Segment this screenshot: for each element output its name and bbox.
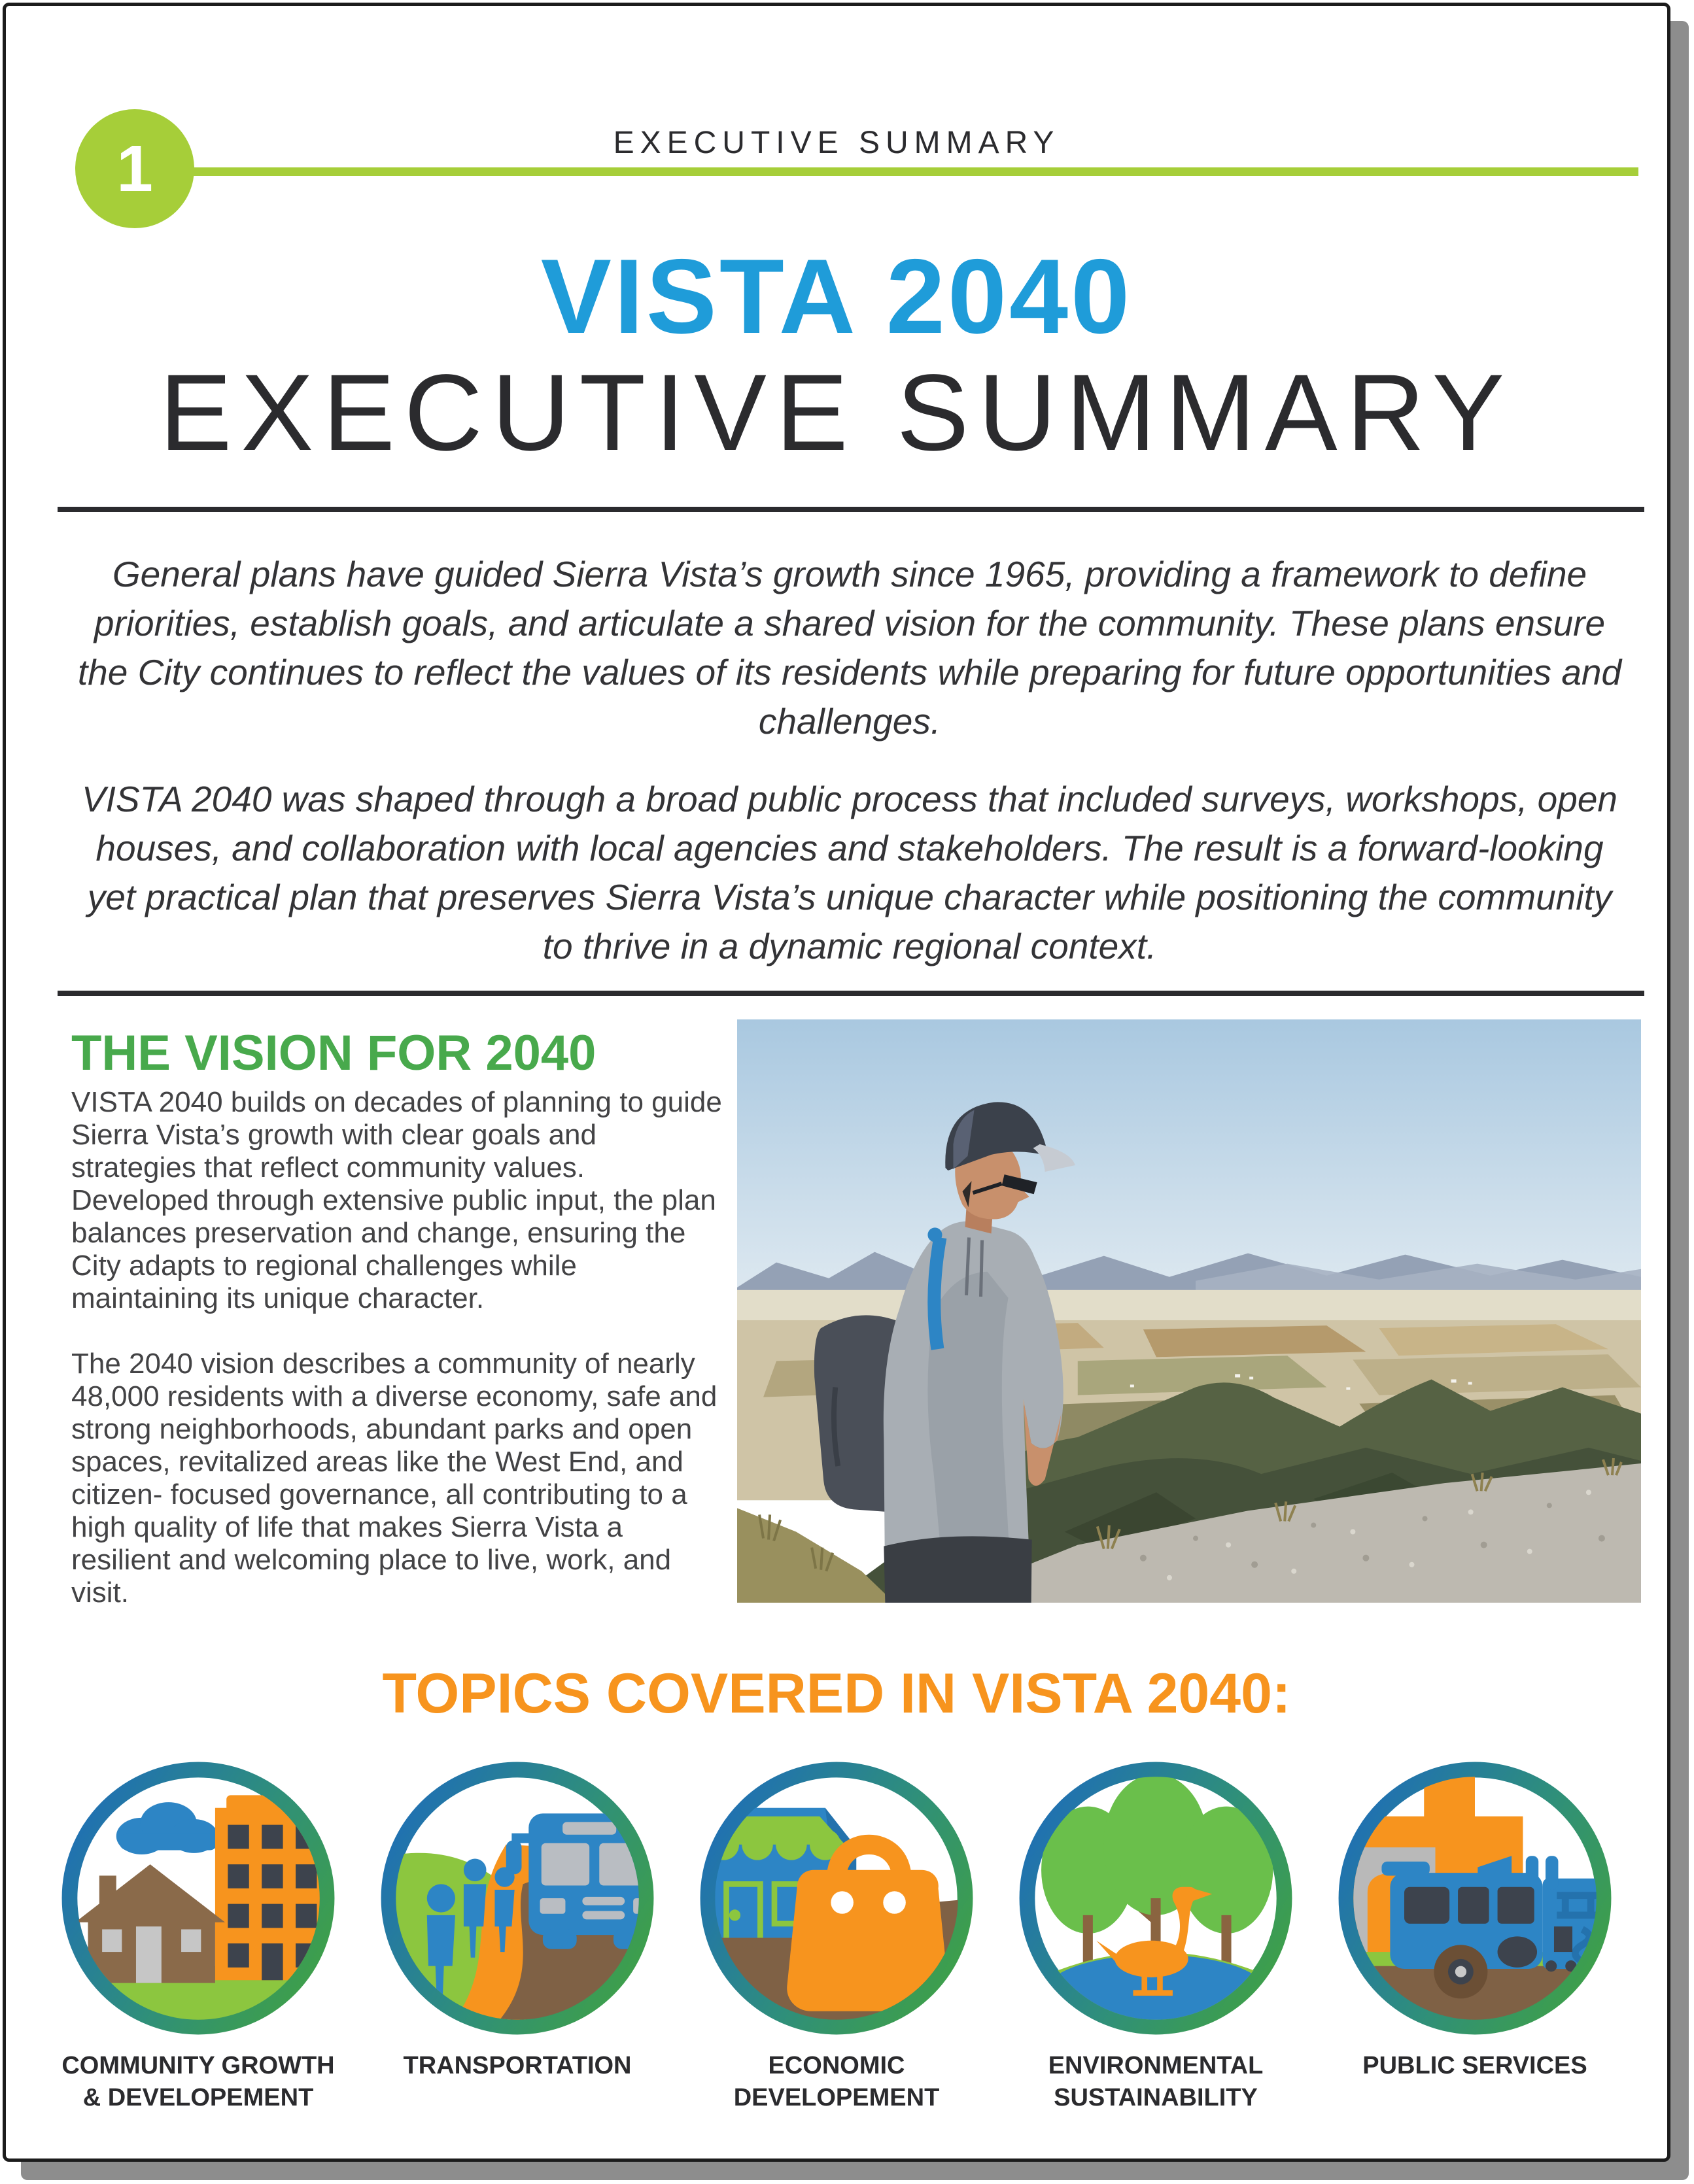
intro-paragraph-1: General plans have guided Sierra Vista’s growth since 1965, providing a framework to define priorities, establish goals, and articulate a shared vision for the community. These plans ensure the City continues to reflect the values of its residents while preparing for future opportunities and challenges. [77, 554, 1622, 742]
hiker-valley-photo [737, 1019, 1641, 1603]
vision-paragraph-1: VISTA 2040 builds on decades of planning to guide Sierra Vista’s growth with clear goals and strategies that reflect community values. Developed through extensive public input, the plan balances preservation and change, ensuring the City adapts to regional challenges while maintaining its unique character. [71, 1086, 722, 1314]
topics-row [39, 1757, 1634, 2113]
section-header-label: EXECUTIVE SUMMARY [613, 126, 1060, 160]
vision-heading: THE VISION FOR 2040 [71, 1025, 596, 1081]
header-rule [190, 167, 1638, 176]
document-page [3, 3, 1670, 2162]
chapter-number: 1 [116, 132, 153, 205]
environmental-sustainability-icon [1014, 1757, 1297, 2039]
topic-economic-development [677, 1757, 996, 2113]
vision-paragraph-2: The 2040 vision describes a community of nearly 48,000 residents with a diverse economy, safe and strong neighborhoods, abundant parks and open spaces, revitalized areas like the West End, and citizen- focused governance, all contributing to a high quality of life that makes Sierra Vista a resilient and welcoming place to live, work, and visit. [71, 1348, 717, 1609]
topic-label-public-services: PUBLIC SERVICES [1362, 2052, 1587, 2079]
public-services-icon [1334, 1757, 1616, 2039]
divider-rule-top [58, 507, 1644, 512]
topic-label-community-growth: COMMUNITY GROWTH & DEVELOPEMENT [61, 2052, 335, 2111]
topic-label-environmental-sustainability: ENVIRONMENTAL SUSTAINABILITY [1048, 2052, 1264, 2111]
topic-community-growth [39, 1757, 358, 2113]
page-title: VISTA 2040 [540, 237, 1133, 356]
intro-paragraph-2: VISTA 2040 was shaped through a broad public process that included surveys, workshops, open houses, and collaboration with local agencies and stakeholders. The result is a forward-looking yet practical plan that preserves Sierra Vista’s unique character while positioning the community to thrive in a dynamic regional context. [81, 779, 1618, 966]
topic-environmental-sustainability [996, 1757, 1315, 2113]
divider-rule-bottom [58, 991, 1644, 996]
topic-transportation [358, 1757, 677, 2113]
hiker-valley-photo-illustration [737, 1019, 1641, 1603]
community-growth-icon [57, 1757, 339, 2039]
page-subtitle: EXECUTIVE SUMMARY [159, 352, 1514, 473]
economic-development-icon [695, 1757, 978, 2039]
transportation-icon [376, 1757, 659, 2039]
topic-label-transportation: TRANSPORTATION [403, 2052, 632, 2079]
topic-public-services [1315, 1757, 1634, 2113]
topics-heading: TOPICS COVERED IN VISTA 2040: [382, 1662, 1291, 1725]
topic-label-economic-development: ECONOMIC DEVELOPEMENT [733, 2052, 940, 2111]
